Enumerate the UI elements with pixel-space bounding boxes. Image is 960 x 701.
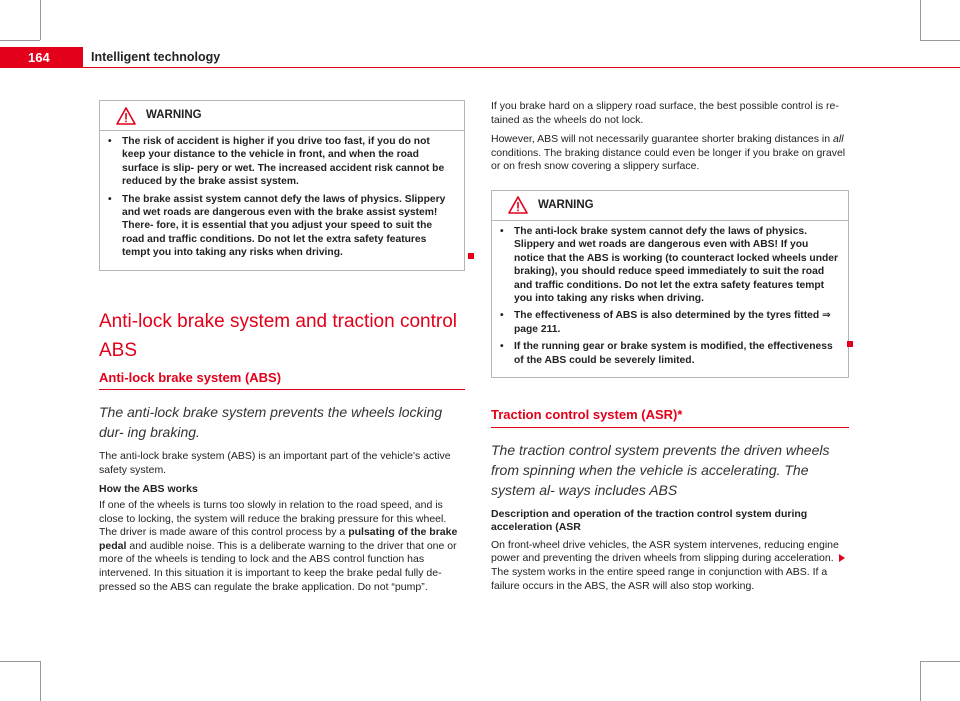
warning-triangle-icon — [508, 196, 528, 214]
crop-mark — [920, 661, 960, 662]
page-number: 164 — [0, 47, 83, 68]
warning-item: • The effectiveness of ABS is also determined by the tyres fitted ⇒ page 211. — [500, 310, 831, 335]
warning-item: • The anti-lock brake system cannot defy the laws of physics. Slippery and wet roads are dangerous even with ABS! If you notice that the ABS is working (to counteract locked wheels under braking), you should reduce speed immediately to suit the road and traffic conditions. Do not let the extra safety features tempt you into taking any risks when driving. — [500, 225, 839, 304]
crop-mark — [40, 0, 41, 40]
paragraph: If one of the wheels is turns too slowly in relation to the road speed, and is close to locking, the system will reduce the braking pressure for this wheel. The driver is made aware of this control process by a pulsating of the brake pedal and audible noise. This is a deliberate warning to the driver that one or more of the wheels is tending to lock and the ABS control function has intervened. In this situation it is important to keep the brake pedal fully de- pressed so the ABS can regulate the brake application. Do not “pump”. — [99, 499, 458, 593]
lead-text: The traction control system prevents the driven wheels from spinning when the vehicle is accelerating. The system al- ways includes ABS — [491, 441, 830, 498]
crop-mark — [920, 40, 960, 41]
warning-body — [492, 221, 848, 377]
warning-title: WARNING — [538, 198, 594, 211]
paragraph: However, ABS will not necessarily guarantee shorter braking distances in all conditions. The braking distance could even be longer if you brake on gravel or on fresh snow covering a slippery surface. — [491, 133, 846, 173]
warning-item: • If the running gear or brake system is modified, the effectiveness of the ABS could be severely limited. — [500, 341, 833, 366]
page-title: Intelligent technology — [91, 50, 221, 64]
paragraph: If you brake hard on a slippery road surface, the best possible control is re- tained as the wheels do not lock. — [491, 100, 839, 126]
subsection-heading: Traction control system (ASR)* — [491, 408, 849, 428]
right-column — [491, 100, 849, 599]
lead-text: The anti-lock brake system prevents the wheels locking dur- ing braking. — [99, 404, 443, 441]
warning-body — [100, 131, 464, 270]
continue-arrow-icon — [839, 549, 845, 567]
warning-header — [492, 191, 848, 221]
section-heading: Anti-lock brake system and traction control ABS — [99, 310, 457, 361]
warning-header — [100, 101, 464, 131]
crop-mark — [920, 0, 921, 40]
subsection-heading: Anti-lock brake system (ABS) — [99, 371, 465, 391]
header-rule — [83, 67, 960, 68]
warning-box — [491, 190, 849, 378]
warning-item: • The brake assist system cannot defy the laws of physics. Slippery and wet roads are dangerous even with the brake assist system! There- fore, it is essential that you adjust your speed to suit the road and traffic conditions. Do not let the extra safety features tempt you into taking any risks when driving. — [108, 193, 446, 259]
warning-item: • The risk of accident is higher if you drive too fast, if you do not keep your distance to the vehicle in front, and when the road surface is slip- pery or wet. The increased accident risk cannot be reduced by the brake assist system. — [108, 136, 445, 188]
crop-mark — [40, 661, 41, 701]
paragraph-heading: How the ABS works — [99, 483, 198, 496]
warning-triangle-icon — [116, 107, 136, 125]
crop-mark — [0, 661, 40, 662]
warning-box — [99, 100, 465, 271]
end-square-icon — [847, 341, 853, 347]
crop-mark — [0, 40, 40, 41]
warning-title: WARNING — [146, 108, 202, 121]
end-square-icon — [468, 253, 474, 259]
crop-mark — [920, 661, 921, 701]
paragraph: On front-wheel drive vehicles, the ASR system intervenes, reducing engine power and preventing the driven wheels from slipping during acceleration. The system works in the entire speed range in conjunction with ABS. If a failure occurs in the ABS, the ASR will also stop working. — [491, 538, 839, 592]
paragraph: The anti-lock brake system (ABS) is an important part of the vehicle's active safety system. — [99, 450, 451, 476]
left-column — [99, 100, 465, 600]
paragraph-heading: Description and operation of the traction control system during acceleration (ASR — [491, 507, 808, 534]
